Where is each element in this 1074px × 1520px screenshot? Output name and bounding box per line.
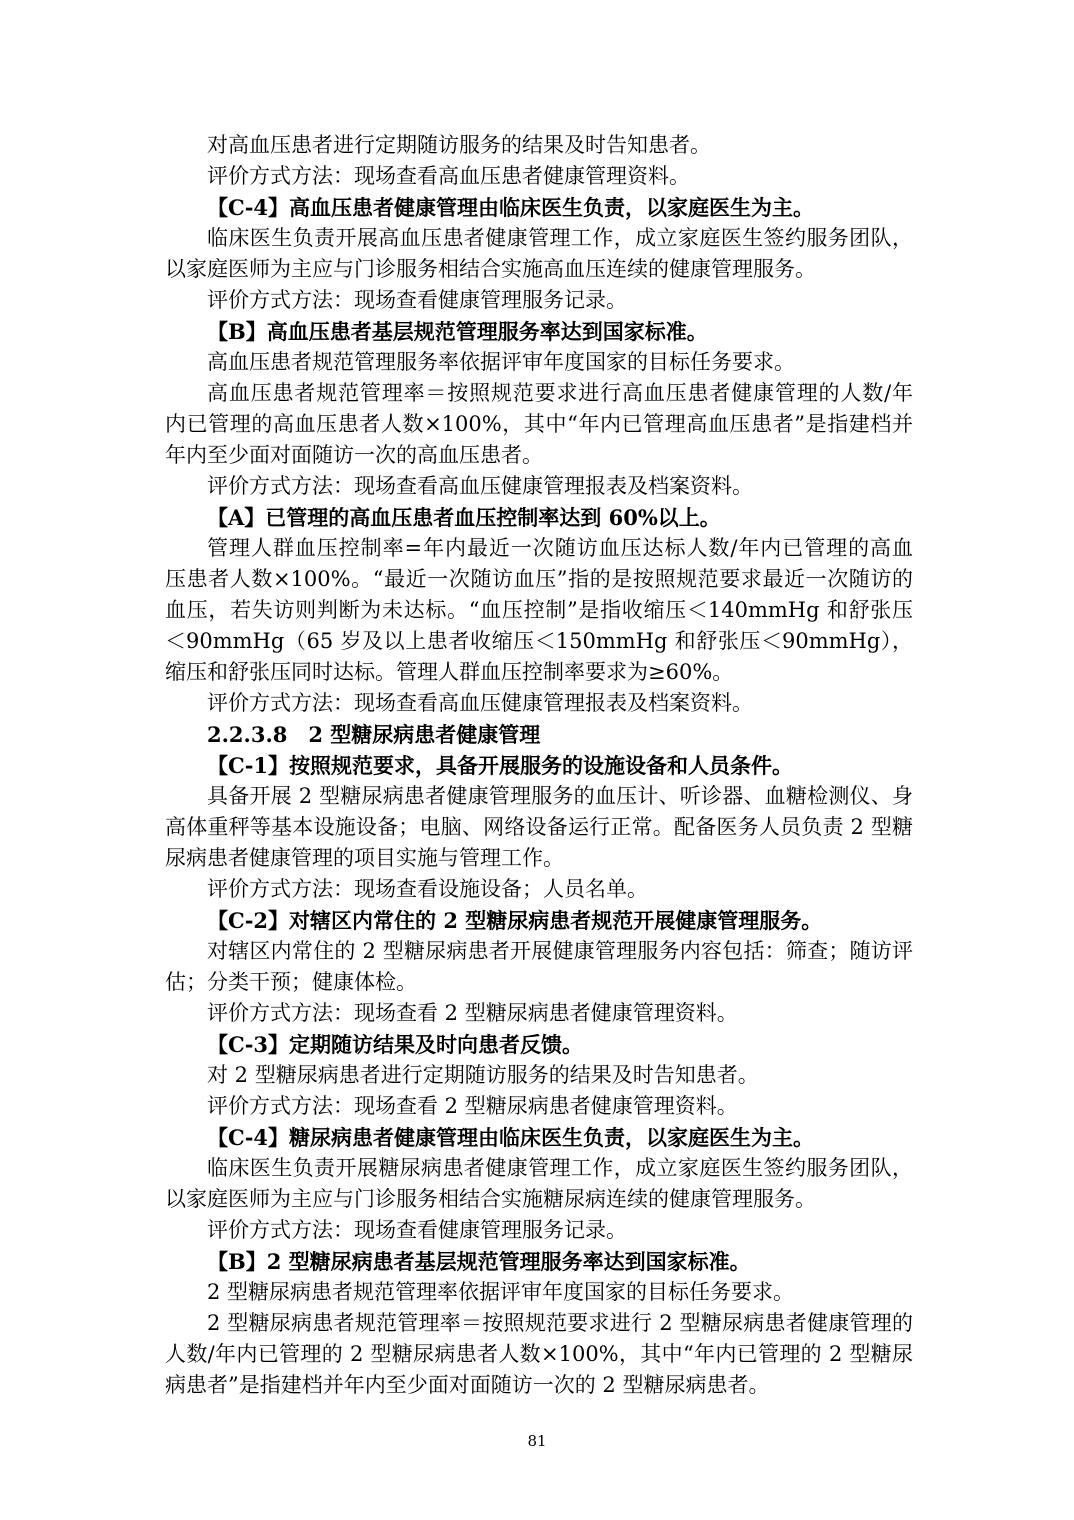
paragraph-line: 高体重秤等基本设施设备；电脑、网络设备运行正常。配备医务人员负责 2 型糖 xyxy=(165,815,913,839)
paragraph-line: 对高血压患者进行定期随访服务的结果及时告知患者。 xyxy=(207,133,711,157)
paragraph-line: 缩压和舒张压同时达标。管理人群血压控制率要求为≥60%。 xyxy=(165,660,734,684)
paragraph-line: 评价方式方法：现场查看高血压患者健康管理资料。 xyxy=(207,164,690,188)
paragraph-line: 对 2 型糖尿病患者进行定期随访服务的结果及时告知患者。 xyxy=(207,1063,759,1087)
paragraph-line: 内已管理的高血压患者人数×100%，其中“年内已管理高血压患者”是指建档并 xyxy=(165,412,913,436)
paragraph-line: 评价方式方法：现场查看 2 型糖尿病患者健康管理资料。 xyxy=(207,1094,738,1118)
paragraph-line: 具备开展 2 型糖尿病患者健康管理服务的血压计、听诊器、血糖检测仪、身 xyxy=(207,784,913,808)
paragraph-line: 年内至少面对面随访一次的高血压患者。 xyxy=(165,443,543,467)
paragraph-line: 管理人群血压控制率=年内最近一次随访血压达标人数/年内已管理的高血 xyxy=(207,536,913,560)
paragraph-line: 临床医生负责开展糖尿病患者健康管理工作，成立家庭医生签约服务团队， xyxy=(207,1156,913,1180)
criterion-heading: 【C-4】糖尿病患者健康管理由临床医生负责，以家庭医生为主。 xyxy=(207,1125,815,1150)
paragraph-line: 评价方式方法：现场查看 2 型糖尿病患者健康管理资料。 xyxy=(207,1001,738,1025)
paragraph-line: 血压，若失访则判断为未达标。“血压控制”是指收缩压＜140mmHg 和舒张压 xyxy=(165,598,913,622)
paragraph-line: 压患者人数×100%。“最近一次随访血压”指的是按照规范要求最近一次随访的 xyxy=(165,567,913,591)
paragraph-line: 高血压患者规范管理率＝按照规范要求进行高血压患者健康管理的人数/年 xyxy=(207,381,913,405)
criterion-heading: 【C-1】按照规范要求，具备开展服务的设施设备和人员条件。 xyxy=(207,753,794,778)
paragraph-line: 2 型糖尿病患者规范管理率依据评审年度国家的目标任务要求。 xyxy=(207,1280,795,1304)
paragraph-line: 评价方式方法：现场查看高血压健康管理报表及档案资料。 xyxy=(207,474,753,498)
criterion-heading: 【C-3】定期随访结果及时向患者反馈。 xyxy=(207,1032,584,1057)
paragraph-line: 评价方式方法：现场查看健康管理服务记录。 xyxy=(207,1218,627,1242)
criterion-heading: 【C-4】高血压患者健康管理由临床医生负责，以家庭医生为主。 xyxy=(207,195,815,220)
criterion-heading: 【C-2】对辖区内常住的 2 型糖尿病患者规范开展健康管理服务。 xyxy=(207,908,823,933)
paragraph-line: 以家庭医师为主应与门诊服务相结合实施高血压连续的健康管理服务。 xyxy=(165,257,816,281)
paragraph-line: 评价方式方法：现场查看高血压健康管理报表及档案资料。 xyxy=(207,691,753,715)
criterion-heading: 【B】高血压患者基层规范管理服务率达到国家标准。 xyxy=(207,319,708,344)
paragraph-line: 以家庭医师为主应与门诊服务相结合实施糖尿病连续的健康管理服务。 xyxy=(165,1187,816,1211)
section-heading: 2.2.3.8 2 型糖尿病患者健康管理 xyxy=(207,722,541,747)
paragraph-line: 对辖区内常住的 2 型糖尿病患者开展健康管理服务内容包括：筛查；随访评 xyxy=(207,939,913,963)
paragraph-line: 评价方式方法：现场查看设施设备；人员名单。 xyxy=(207,877,648,901)
criterion-heading: 【A】已管理的高血压患者血压控制率达到 60%以上。 xyxy=(207,505,721,530)
paragraph-line: ＜90mmHg（65 岁及以上患者收缩压＜150mmHg 和舒张压＜90mmHg）， xyxy=(165,629,913,653)
paragraph-line: 人数/年内已管理的 2 型糖尿病患者人数×100%，其中“年内已管理的 2 型糖尿 xyxy=(165,1342,913,1366)
criterion-heading: 【B】2 型糖尿病患者基层规范管理服务率达到国家标准。 xyxy=(207,1249,751,1274)
document-body xyxy=(165,130,913,1401)
page-number: 81 xyxy=(527,1432,547,1450)
paragraph-line: 临床医生负责开展高血压患者健康管理工作，成立家庭医生签约服务团队， xyxy=(207,226,913,250)
paragraph-line: 评价方式方法：现场查看健康管理服务记录。 xyxy=(207,288,627,312)
paragraph-line: 病患者”是指建档并年内至少面对面随访一次的 2 型糖尿病患者。 xyxy=(165,1373,770,1397)
paragraph-line: 估；分类干预；健康体检。 xyxy=(165,970,417,994)
paragraph-line: 高血压患者规范管理服务率依据评审年度国家的目标任务要求。 xyxy=(207,350,795,374)
paragraph-line: 尿病患者健康管理的项目实施与管理工作。 xyxy=(165,846,564,870)
paragraph-line: 2 型糖尿病患者规范管理率＝按照规范要求进行 2 型糖尿病患者健康管理的 xyxy=(207,1311,913,1335)
